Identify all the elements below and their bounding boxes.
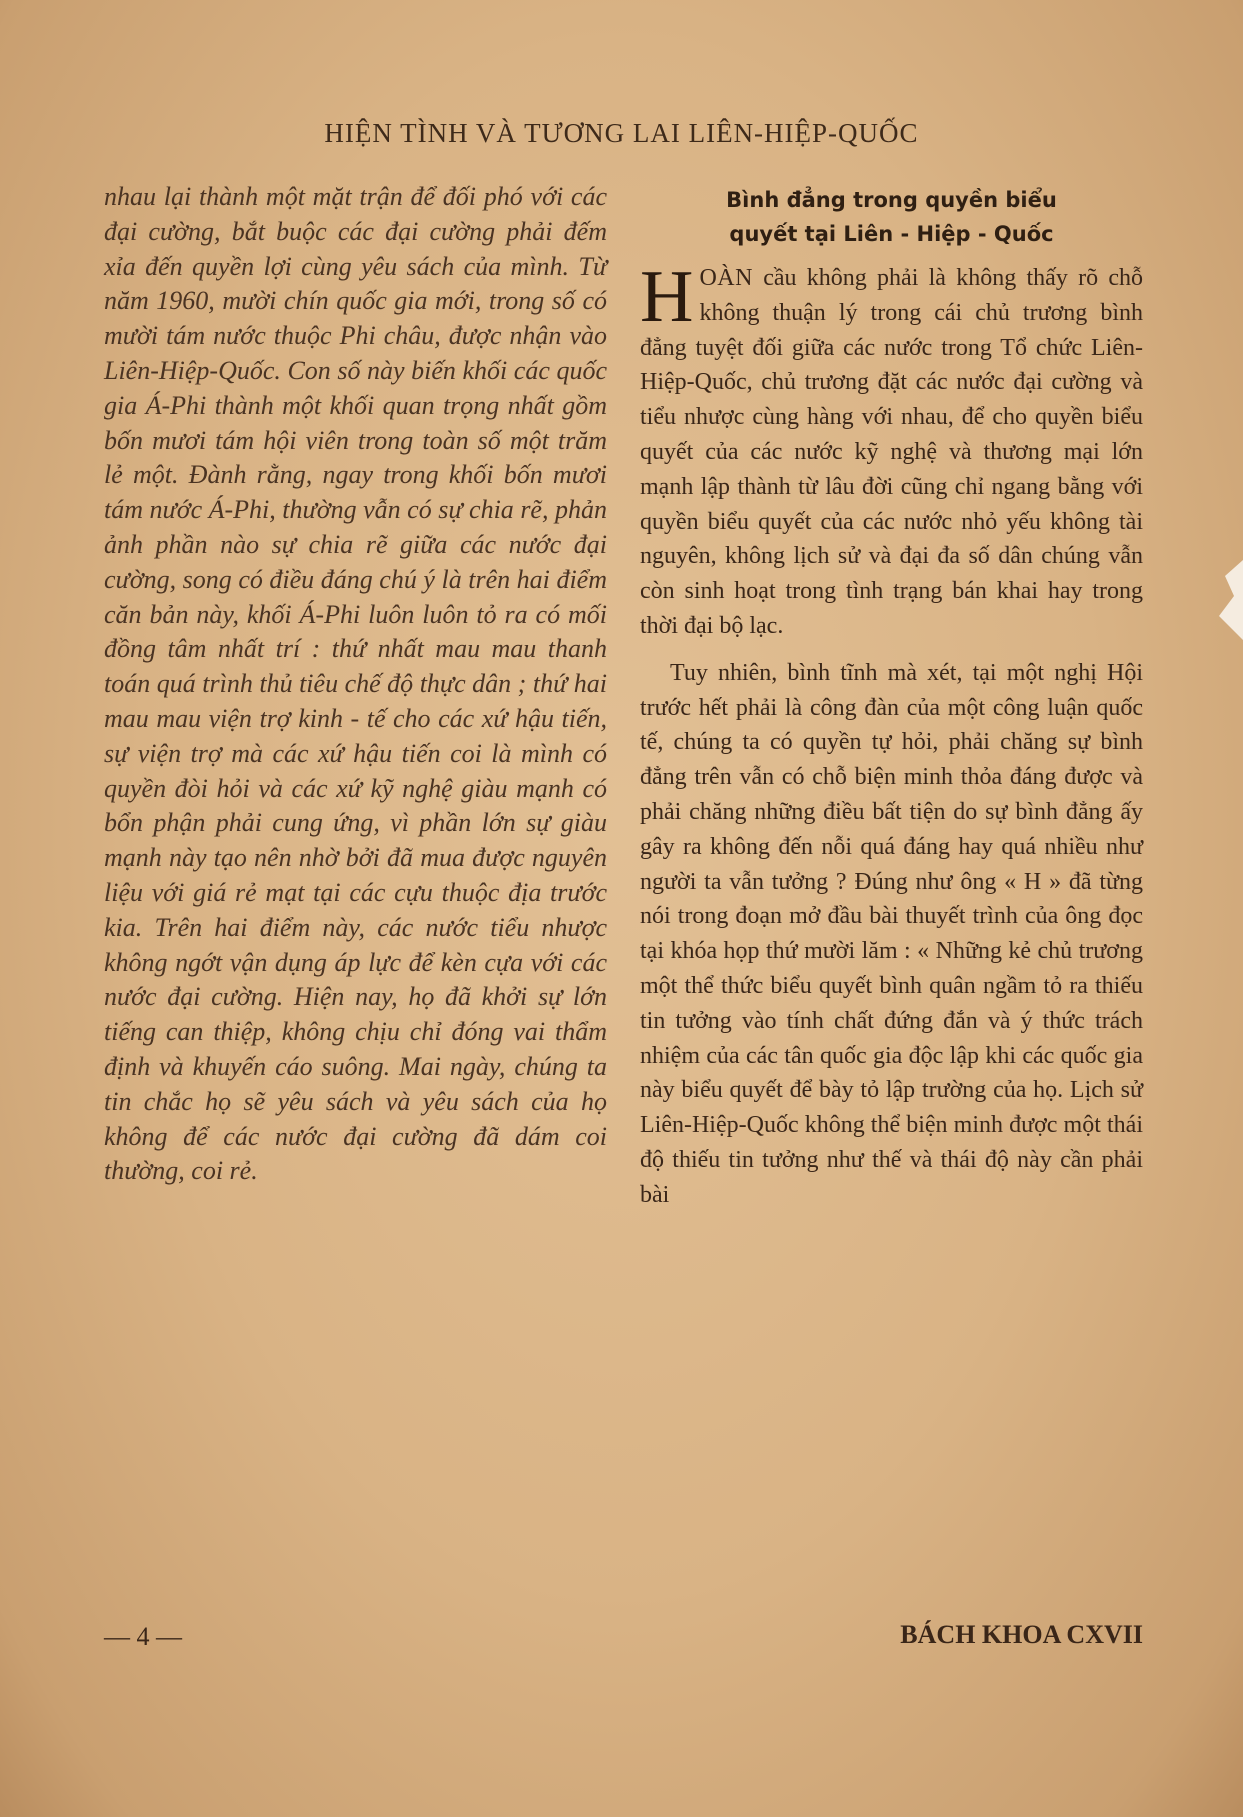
paragraph-1-text: cầu không phải là không thấy rõ chỗ không thuận lý trong cái chủ trương bình đẳng tuyệt đối giữa các nước trong Tổ chức Liên-Hiệp-Quốc, chủ trương đặt các nước đại cường và tiểu nhược cùng hàng với nhau, để cho quyền biểu quyết của các nước kỹ nghệ và thương mại lớn mạnh lập thành từ lâu đời cũng chỉ ngang bằng với quyền biểu quyết của các nước nhỏ yếu không tài nguyên, không lịch sử và đại đa số dân chúng vẫn còn sinh hoạt trong tình trạng bán khai hay trong thời đại bộ lạc. xyxy=(640,265,1143,639)
right-column xyxy=(640,183,1143,1213)
journal-name: BÁCH KHOA CXVII xyxy=(900,1620,1143,1649)
right-paragraph-1 xyxy=(640,256,1143,644)
drop-cap-letter: H xyxy=(640,256,694,338)
running-header: HIỆN TÌNH VÀ TƯƠNG LAI LIÊN-HIỆP-QUỐC xyxy=(324,118,919,148)
left-column-text: nhau lại thành một mặt trận để đối phó với các đại cường, bắt buộc các đại cường phải đếm xỉa đến quyền lợi cùng yêu sách của mình. Từ năm 1960, mười chín quốc gia mới, trong số có mười tám nước thuộc Phi châu, được nhận vào Liên-Hiệp-Quốc. Con số này biến khối các quốc gia Á-Phi thành một khối quan trọng nhất gồm bốn mươi tám hội viên trong toàn số một trăm lẻ một. Đành rằng, ngay trong khối bốn mươi tám nước Á-Phi, thường vẫn có sự chia rẽ, phản ảnh phần nào sự chia rẽ giữa các nước đại cường, song có điều đáng chú ý là trên hai điểm căn bản này, khối Á-Phi luôn luôn tỏ ra có mối đồng tâm nhất trí : thứ nhất mau mau thanh toán quá trình thủ tiêu chế độ thực dân ; thứ hai mau mau viện trợ kinh - tế cho các xứ hậu tiến, sự viện trợ mà các xứ hậu tiến coi là mình có quyền đòi hỏi và các xứ kỹ nghệ giàu mạnh có bổn phận phải cung ứng, vì phần lớn sự giàu mạnh này tạo nên nhờ bởi đã mua được nguyên liệu với giá rẻ mạt tại các cựu thuộc địa trước kia. Trên hai điểm này, các nước tiểu nhược không ngớt vận dụng áp lực để kèn cựa với các nước đại cường. Hiện nay, họ đã khởi sự lớn tiếng can thiệp, không chịu chỉ đóng vai thẩm định và khuyến cáo suông. Mai ngày, chúng ta tin chắc họ sẽ yêu sách và yêu sách của họ không để các nước đại cường đã dám coi thường, coi rẻ. xyxy=(104,182,607,1186)
page-number: — 4 — xyxy=(104,1622,182,1651)
lead-word: OÀN xyxy=(699,265,753,291)
right-paragraph-2: Tuy nhiên, bình tĩnh mà xét, tại một nghị Hội trước hết phải là công đàn của một công luận quốc tế, chúng ta có quyền tự hỏi, phải chăng sự bình đẳng trên vẫn có chỗ biện minh thỏa đáng được và phải chăng những điều bất tiện do sự bình đẳng ấy gây ra không đến nỗi quá đáng hay quá nhiều như người ta vẫn tưởng ? Đúng như ông « H » đã từng nói trong đoạn mở đầu bài thuyết trình của ông đọc tại khóa họp thứ mười lăm : « Những kẻ chủ trương một thể thức biểu quyết bình quân ngầm tỏ ra thiếu tin tưởng vào tính chất đứng đắn và ý thức trách nhiệm của các tân quốc gia độc lập khi các quốc gia này biểu quyết để bày tỏ lập trường của họ. Lịch sử Liên-Hiệp-Quốc không thể biện minh được một thái độ thiếu tin tưởng như thế và thái độ này cần phải bài xyxy=(640,659,1143,1208)
torn-edge xyxy=(1213,560,1243,640)
section-heading xyxy=(640,183,1143,251)
section-heading-line-2: quyết tại Liên - Hiệp - Quốc xyxy=(729,222,1054,246)
section-heading-line-1: Bình đẳng trong quyền biểu xyxy=(726,188,1057,212)
left-column xyxy=(104,180,607,1189)
